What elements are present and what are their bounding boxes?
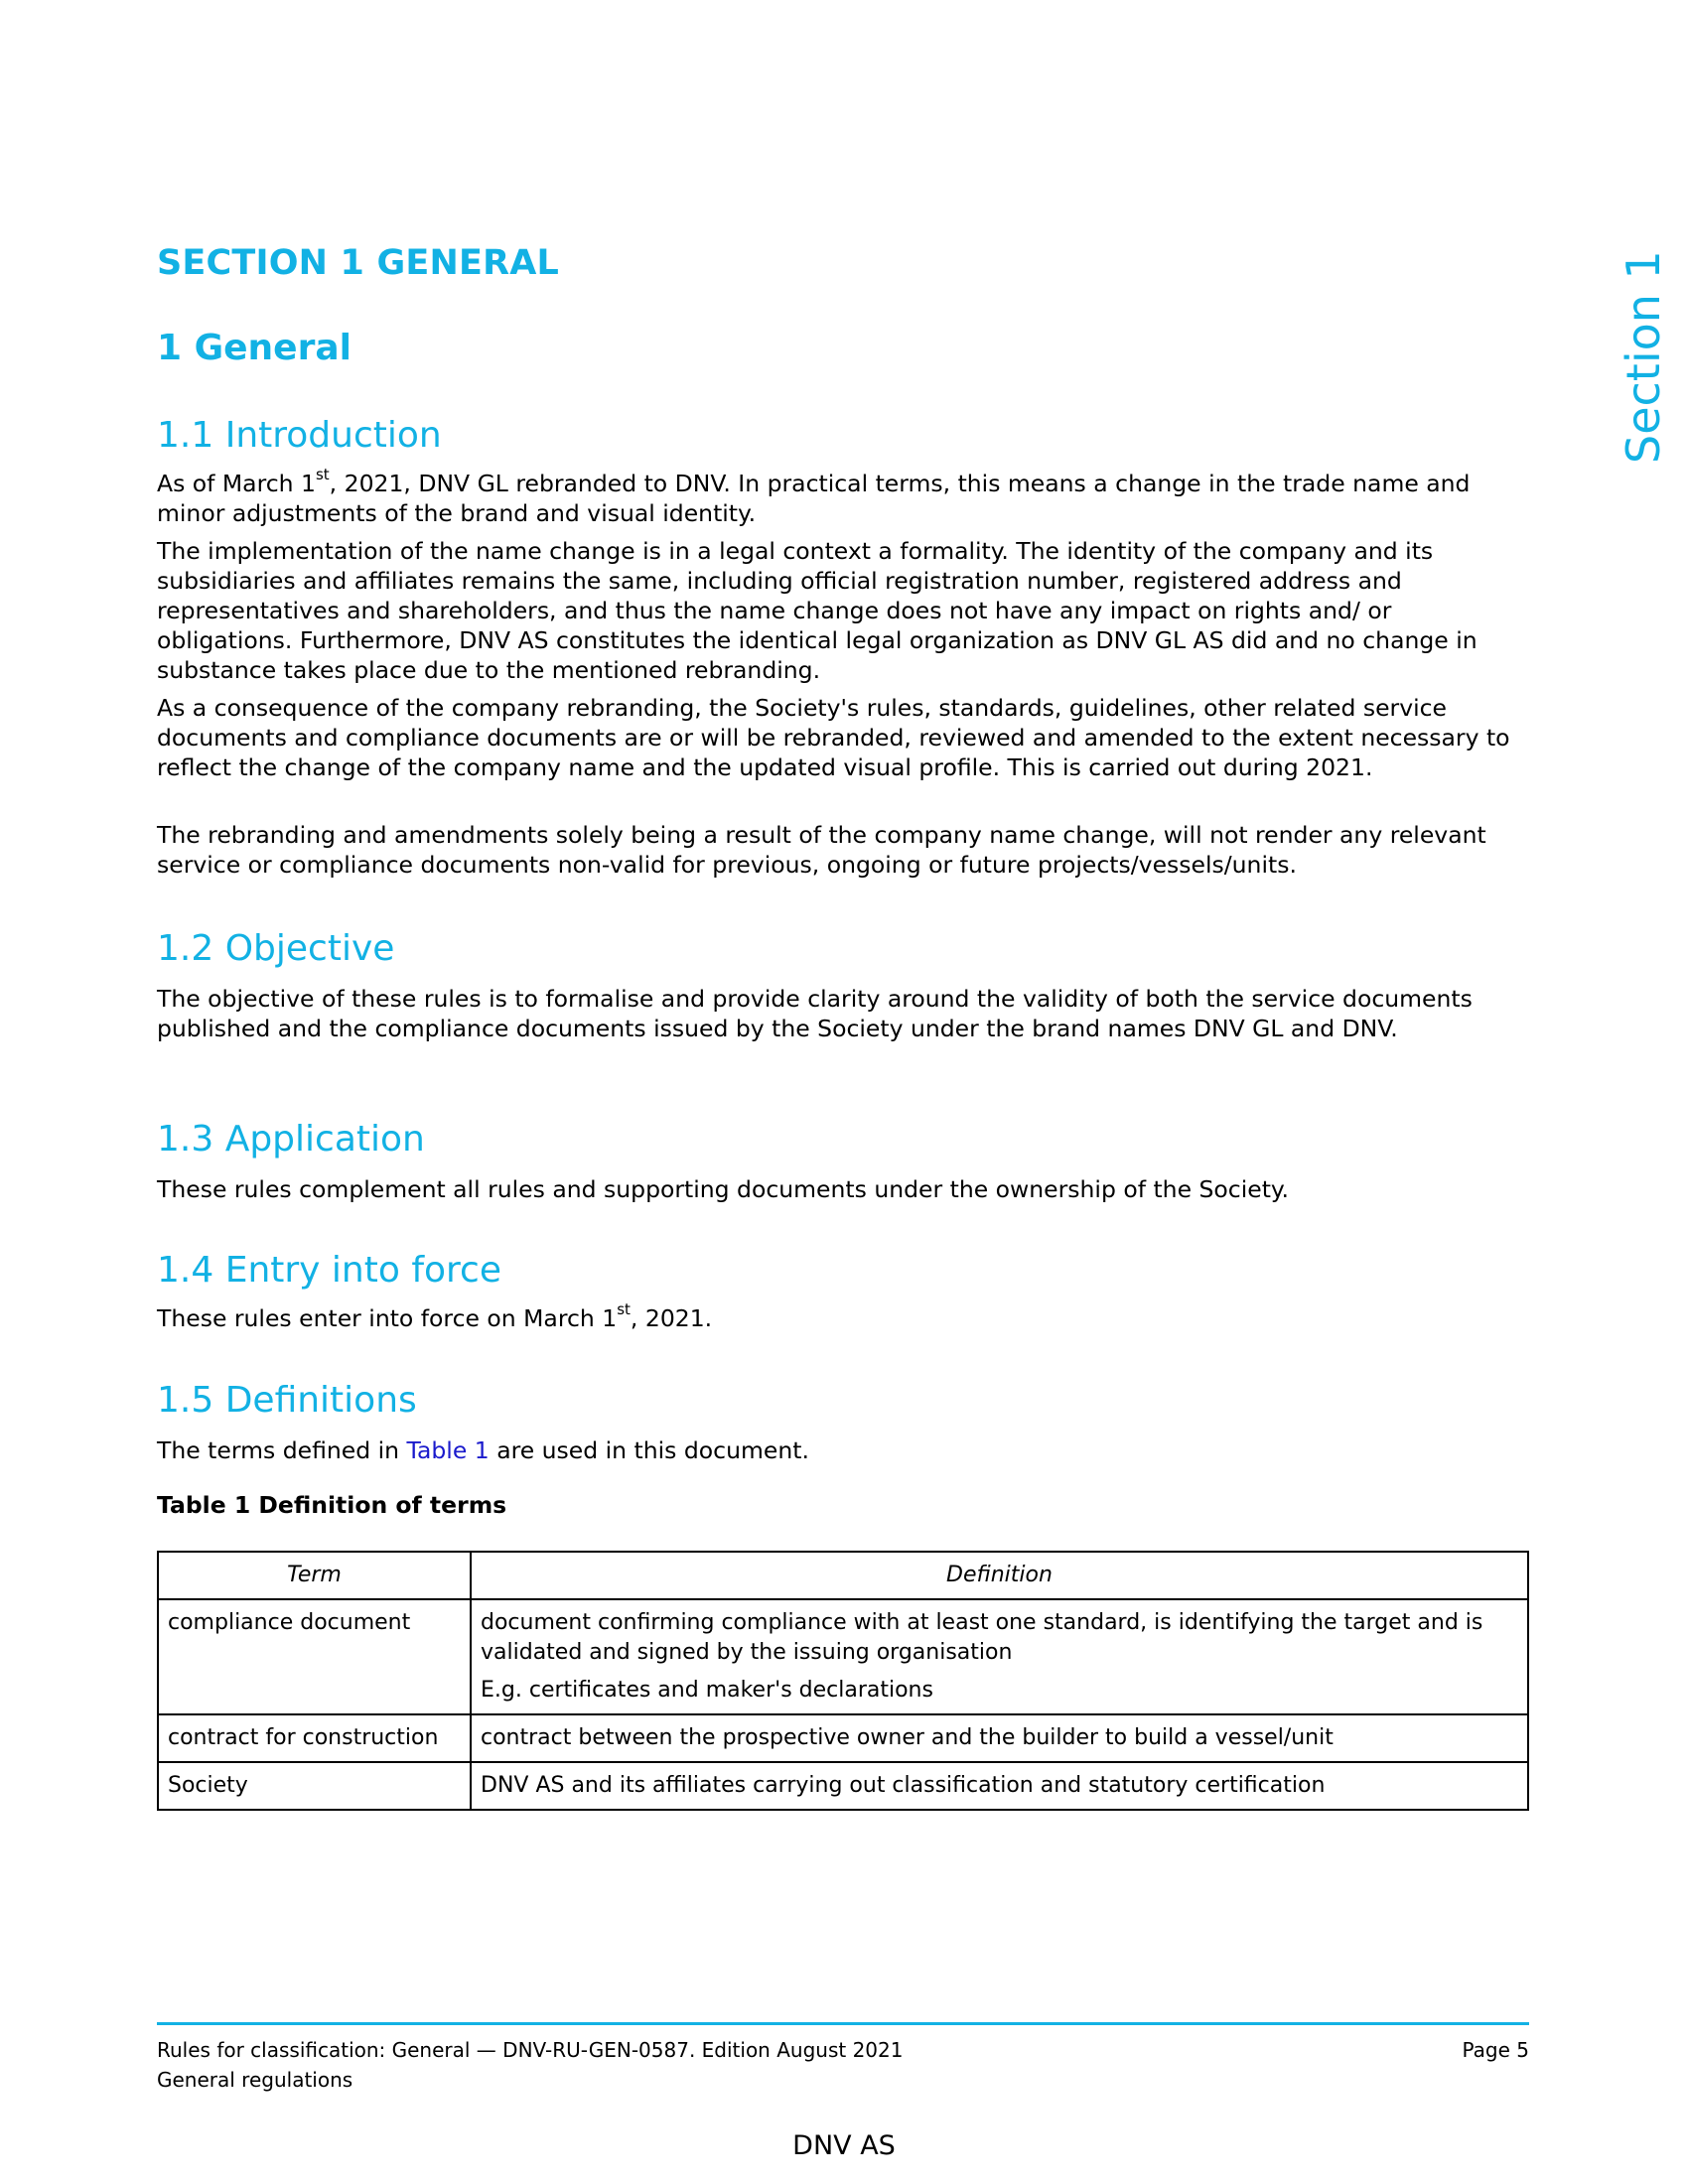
heading-application: 1.3 Application	[157, 1119, 425, 1160]
term-cell: compliance document	[158, 1599, 471, 1714]
heading-introduction: 1.1 Introduction	[157, 415, 442, 456]
definition-example: E.g. certificates and maker's declarations	[481, 1678, 933, 1703]
entry-superscript: st	[617, 1300, 631, 1319]
definition-cell	[471, 1599, 1528, 1714]
heading-entry-into-force: 1.4 Entry into force	[157, 1250, 501, 1291]
heading-objective: 1.2 Objective	[157, 928, 395, 969]
definitions-table	[157, 1551, 1529, 1811]
entry-text: These rules enter into force on March 1	[157, 1304, 618, 1332]
introduction-paragraph-1	[157, 466, 1529, 528]
entry-text-rest: , 2021.	[630, 1304, 713, 1332]
footer-organisation: DNV AS	[792, 2130, 896, 2161]
table-row	[158, 1714, 1528, 1762]
introduction-paragraph-2: The implementation of the name change is in a legal context a formality. The identity of the company and its subsidiaries and affiliates remains the same, including official registration number, registered address and representatives and shareholders, and thus the name change does not have any impact on rights and/ or obligations. Furthermore, DNV AS constitutes the identical legal organization as DNV GL AS did and no change in substance takes place due to the mentioned rebranding.	[157, 537, 1477, 684]
introduction-paragraph-3: As a consequence of the company rebranding, the Society's rules, standards, guidelines, other related service documents and compliance documents are or will be rebranded, reviewed and amended to the extent necessary to reflect the change of the company name and the updated visual profile. This is carried out during 2021.	[157, 694, 1510, 781]
footer-line-1: Rules for classification: General — DNV-RU-GEN-0587. Edition August 2021	[157, 2038, 904, 2062]
intro-p1-superscript: st	[315, 466, 330, 484]
definition-cell: contract between the prospective owner and the builder to build a vessel/unit	[471, 1714, 1528, 1762]
footer-page-number: Page 5	[1462, 2038, 1529, 2062]
table-row	[158, 1599, 1528, 1714]
document-page	[157, 0, 1529, 2184]
footer-divider	[157, 2022, 1529, 2025]
section-side-tab: Section 1	[1617, 250, 1670, 464]
table-1-link[interactable]: Table 1	[406, 1436, 490, 1464]
header-term: Term	[158, 1552, 471, 1599]
definition-text: document confirming compliance with at least one standard, is identifying the target and is validated and signed by the issuing organisation	[481, 1610, 1483, 1665]
definitions-paragraph	[157, 1435, 1529, 1465]
objective-paragraph: The objective of these rules is to formalise and provide clarity around the validity of both the service documents published and the compliance documents issued by the Society under the brand names DNV GL and DNV.	[157, 985, 1473, 1042]
table-row	[158, 1762, 1528, 1810]
term-cell: Society	[158, 1762, 471, 1810]
chapter-heading: 1 General	[157, 328, 352, 368]
heading-definitions: 1.5 Definitions	[157, 1380, 417, 1421]
term-cell: contract for construction	[158, 1714, 471, 1762]
definitions-text-rest: are used in this document.	[489, 1436, 809, 1464]
intro-p1-text-rest: , 2021, DNV GL rebranded to DNV. In practical terms, this means a change in the trade name and minor adjustments of the brand and visual identity.	[157, 470, 1471, 527]
section-heading: SECTION 1 GENERAL	[157, 243, 560, 283]
table-header-row	[158, 1552, 1528, 1599]
entry-into-force-paragraph	[157, 1300, 1529, 1333]
definitions-text: The terms defined in	[157, 1436, 407, 1464]
intro-p1-text: As of March 1	[157, 470, 316, 497]
header-definition: Definition	[471, 1552, 1528, 1599]
introduction-paragraph-4: The rebranding and amendments solely being a result of the company name change, will not render any relevant service or compliance documents non-valid for previous, ongoing or future projects/vessels/units.	[157, 821, 1486, 879]
footer-line-2: General regulations	[157, 2068, 353, 2092]
definition-cell: DNV AS and its affiliates carrying out classification and statutory certification	[471, 1762, 1528, 1810]
table-title: Table 1 Definition of terms	[157, 1491, 507, 1519]
application-paragraph: These rules complement all rules and supporting documents under the ownership of the Society.	[157, 1175, 1289, 1203]
footer-document-info	[157, 2035, 903, 2095]
